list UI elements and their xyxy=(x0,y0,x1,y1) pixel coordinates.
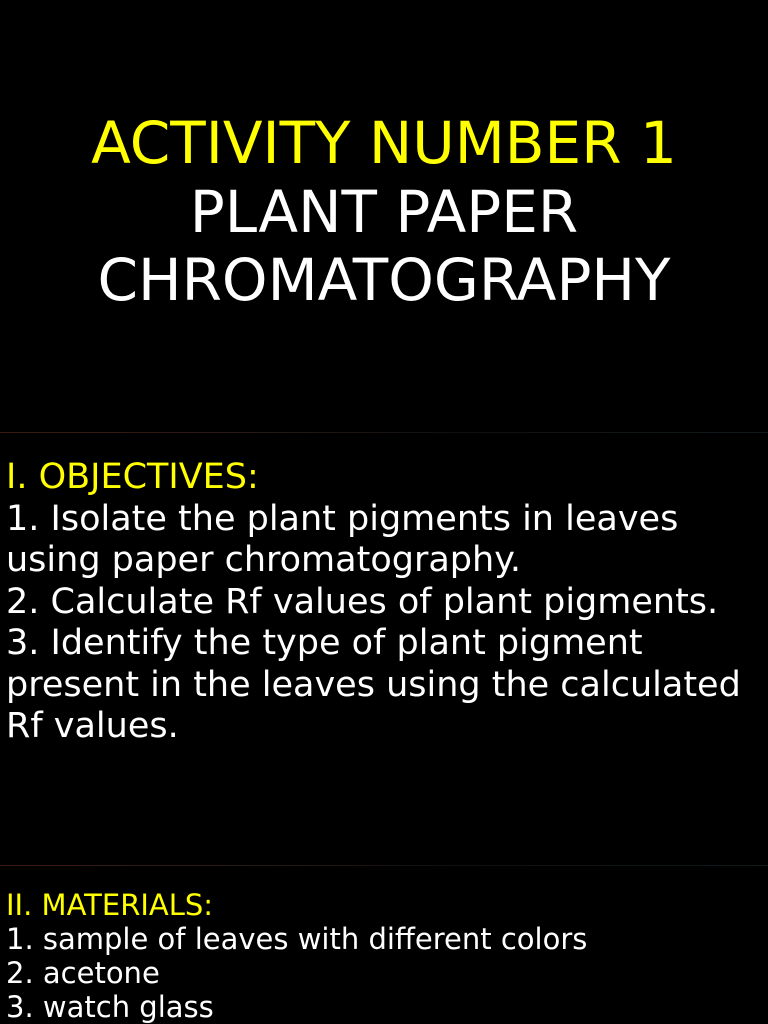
title-slide xyxy=(0,0,768,432)
title-block xyxy=(0,108,768,314)
materials-block xyxy=(6,888,762,1024)
materials-heading: II. MATERIALS: xyxy=(6,888,214,922)
material-item: 3. watch glass xyxy=(6,990,214,1024)
objective-item: 3. Identify the type of plant pigment present in the leaves using the calculated Rf values. xyxy=(6,623,741,746)
objectives-block xyxy=(6,457,762,748)
objective-item: 1. Isolate the plant pigments in leaves using paper chromatography. xyxy=(6,498,679,580)
material-item: 1. sample of leaves with different colors xyxy=(6,922,588,956)
materials-slide xyxy=(0,866,768,1024)
objectives-heading: I. OBJECTIVES: xyxy=(6,457,259,497)
activity-subtitle-line2: CHROMATOGRAPHY xyxy=(97,246,671,314)
objectives-slide xyxy=(0,433,768,865)
objective-item: 2. Calculate Rf values of plant pigments. xyxy=(6,581,719,622)
material-item: 2. acetone xyxy=(6,956,160,990)
activity-subtitle-line1: PLANT PAPER xyxy=(189,178,579,246)
activity-title: ACTIVITY NUMBER 1 xyxy=(91,109,677,177)
